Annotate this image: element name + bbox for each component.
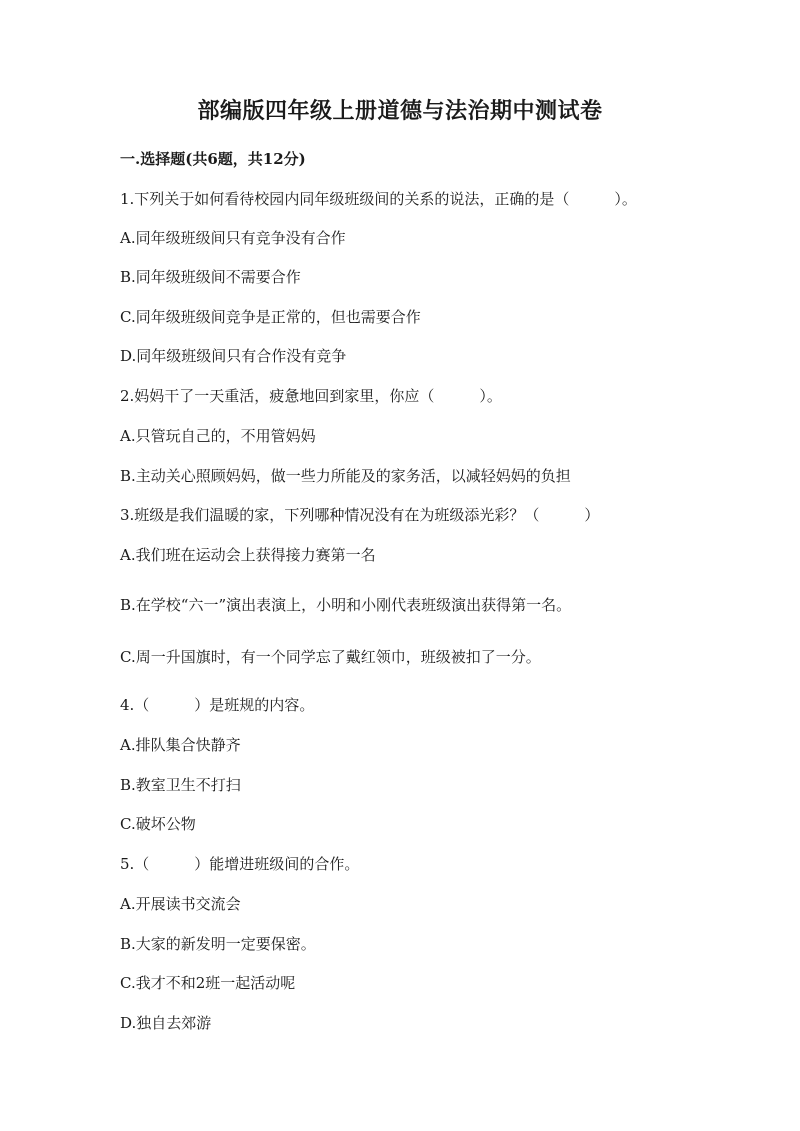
question-5-option-d: D.独自去郊游 — [120, 1014, 212, 1032]
question-3-option-b: B.在学校“六一”演出表演上，小明和小刚代表班级演出获得第一名。 — [120, 596, 572, 614]
question-1-stem: 1.下列关于如何看待校园内同年级班级间的关系的说法，正确的是（ ）。 — [120, 190, 637, 208]
section-heading: 一.选择题(共6题，共12分) — [120, 150, 306, 168]
question-1-option-d: D.同年级班级间只有合作没有竞争 — [120, 347, 347, 365]
question-5-option-a: A.开展读书交流会 — [120, 895, 241, 913]
question-2-option-a: A.只管玩自己的，不用管妈妈 — [120, 427, 316, 445]
question-5-option-c: C.我才不和2班一起活动呢 — [120, 974, 296, 992]
question-1-option-b: B.同年级班级间不需要合作 — [120, 268, 301, 286]
question-5-stem: 5.（ ）能增进班级间的合作。 — [120, 855, 360, 873]
question-4-option-c: C.破坏公物 — [120, 815, 196, 833]
question-4-stem: 4.（ ）是班规的内容。 — [120, 696, 315, 714]
question-5-option-b: B.大家的新发明一定要保密。 — [120, 935, 316, 953]
question-2-stem: 2.妈妈干了一天重活，疲惫地回到家里，你应（ ）。 — [120, 387, 502, 405]
question-1-option-c: C.同年级班级间竞争是正常的，但也需要合作 — [120, 308, 421, 326]
page-title: 部编版四年级上册道德与法治期中测试卷 — [197, 98, 603, 124]
question-4-option-b: B.教室卫生不打扫 — [120, 776, 241, 794]
question-3-option-c: C.周一升国旗时，有一个同学忘了戴红领巾，班级被扣了一分。 — [120, 648, 541, 666]
question-2-option-b: B.主动关心照顾妈妈，做一些力所能及的家务活，以减轻妈妈的负担 — [120, 467, 571, 485]
question-3-option-a: A.我们班在运动会上获得接力赛第一名 — [120, 546, 376, 564]
question-3-stem: 3.班级是我们温暖的家，下列哪种情况没有在为班级添光彩？（ ） — [120, 506, 600, 524]
question-1-option-a: A.同年级班级间只有竞争没有合作 — [120, 229, 346, 247]
question-4-option-a: A.排队集合快静齐 — [120, 736, 241, 754]
